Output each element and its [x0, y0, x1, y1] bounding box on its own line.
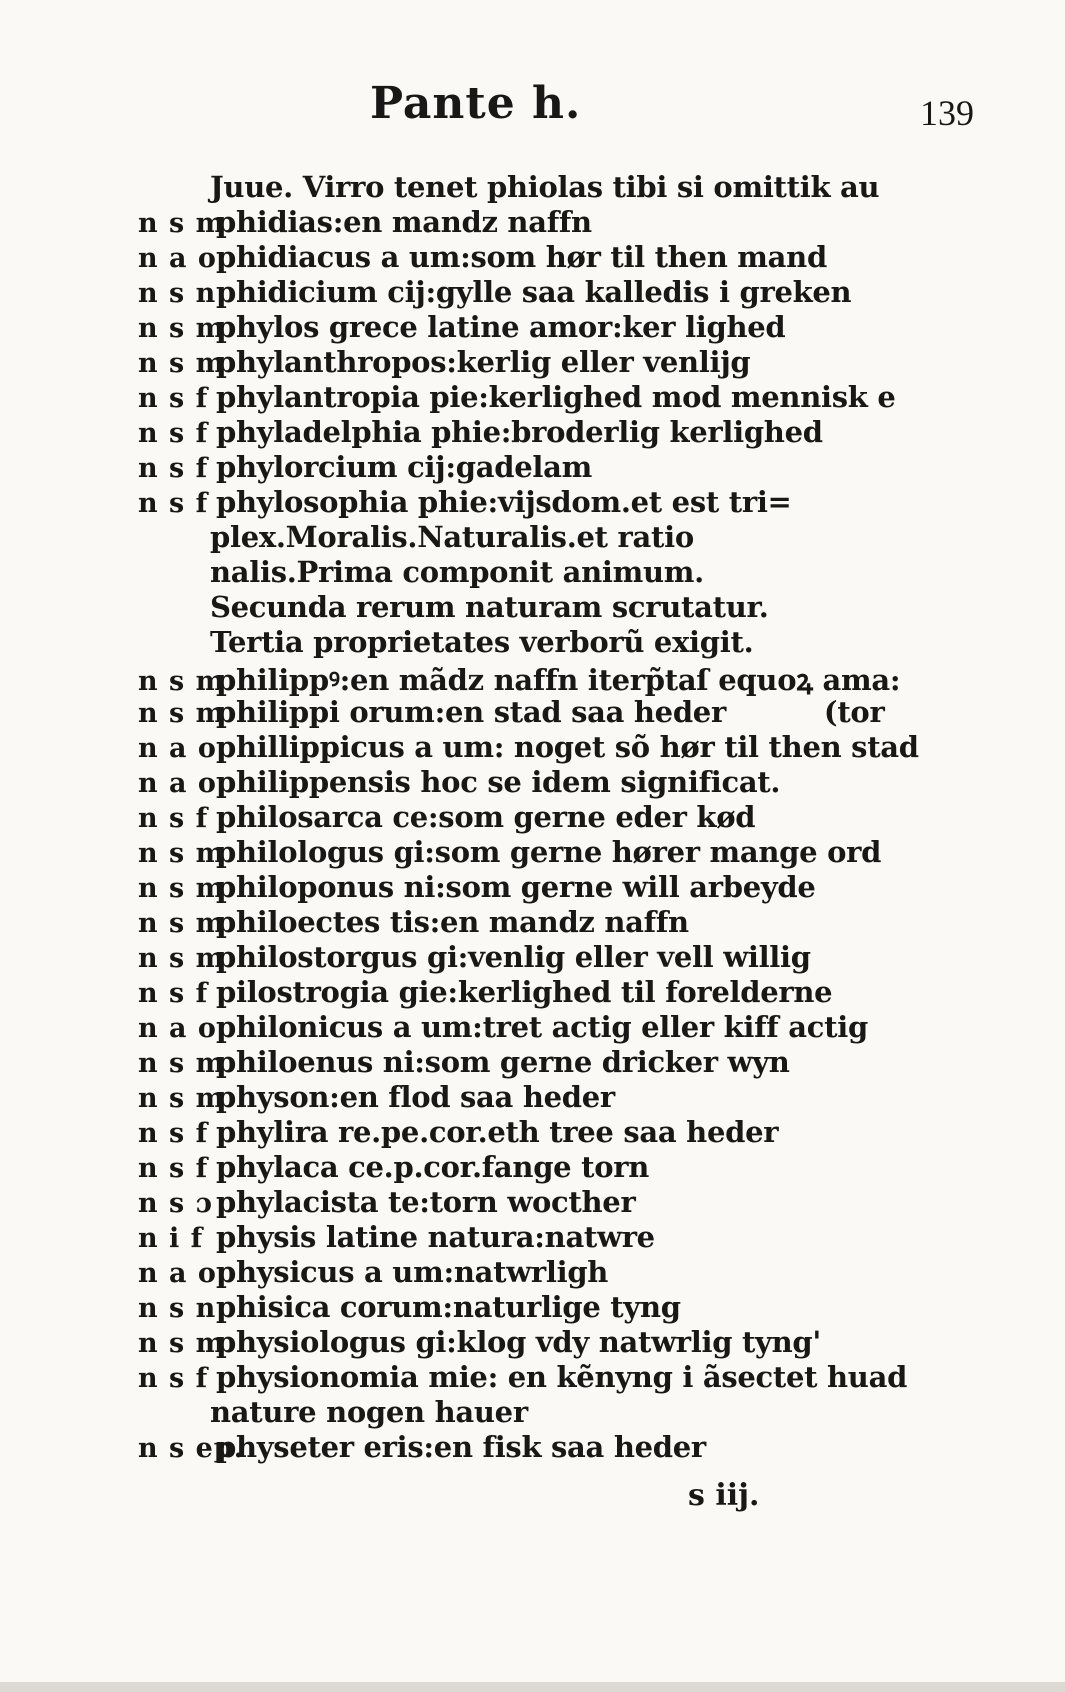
- dictionary-entry: [138, 170, 1018, 205]
- entry-grammar-code: n s m: [138, 838, 226, 869]
- entry-text: physionomia mie: en kẽnyng i ãsectet huad: [216, 1360, 908, 1394]
- entry-text: philonicus a um:tret actig eller kiff actig: [216, 1010, 868, 1044]
- entry-text: Tertia proprietates verborũ exigit.: [210, 625, 754, 659]
- dictionary-entry: [138, 800, 1018, 835]
- entry-text: philippensis hoc se idem significat.: [216, 765, 781, 799]
- entry-text: phyladelphia phie:broderlig kerlighed: [216, 415, 823, 449]
- entry-grammar-code: n s ɔ: [138, 1188, 214, 1219]
- entry-text: phylorcium cij:gadelam: [216, 450, 592, 484]
- entry-text: nature nogen hauer: [210, 1395, 528, 1429]
- entry-grammar-code: n s m: [138, 698, 226, 729]
- dictionary-entry: [138, 1115, 1018, 1150]
- entry-grammar-code: n s ep.: [138, 1433, 245, 1464]
- dictionary-entry: [138, 905, 1018, 940]
- dictionary-entry: [138, 765, 1018, 800]
- entry-text: phidicium cij:gylle saa kalledis i greken: [216, 275, 852, 309]
- entry-grammar-code: n a o: [138, 1013, 217, 1044]
- dictionary-entry-continuation: [138, 625, 1018, 660]
- entry-grammar-code: n s m: [138, 666, 226, 697]
- entry-grammar-code: n s f: [138, 488, 209, 519]
- entry-text: philoponus ni:som gerne will arbeyde: [216, 870, 816, 904]
- entry-text: phidias:en mandz naffn: [216, 205, 592, 239]
- entry-grammar-code: n s m: [138, 908, 226, 939]
- entry-text: phylacista te:torn wocther: [216, 1185, 636, 1219]
- entry-text: philippi orum:en stad saa heder (tor: [216, 695, 885, 729]
- entry-grammar-code: n s f: [138, 418, 209, 449]
- entry-grammar-code: n s f: [138, 1153, 209, 1184]
- entry-grammar-code: n s m: [138, 873, 226, 904]
- entry-text: phylanthropos:kerlig eller venlijg: [216, 345, 751, 379]
- entry-text: phisica corum:naturlige tyng: [216, 1290, 681, 1324]
- dictionary-entry: [138, 1430, 1018, 1465]
- dictionary-entry: [138, 380, 1018, 415]
- entry-text: physis latine natura:natwre: [216, 1220, 655, 1254]
- dictionary-entry: [138, 1010, 1018, 1045]
- entry-grammar-code: n s f: [138, 1363, 209, 1394]
- entry-text: phidiacus a um:som hør til then mand: [216, 240, 827, 274]
- dictionary-entry: [138, 415, 1018, 450]
- entry-text: phylos grece latine amor:ker lighed: [216, 310, 786, 344]
- entry-grammar-code: n s m: [138, 208, 226, 239]
- entry-text: philippꝰ:en mãdz naffn iterp̃taſ equoꝝ ama:: [216, 663, 901, 697]
- entry-grammar-code: n s f: [138, 978, 209, 1009]
- dictionary-entry: [138, 1290, 1018, 1325]
- entry-text: physiologus gi:klog vdy natwrlig tyng': [216, 1325, 821, 1359]
- entry-grammar-code: n s m: [138, 1048, 226, 1079]
- dictionary-entry: [138, 310, 1018, 345]
- dictionary-entry: [138, 345, 1018, 380]
- entry-text: physicus a um:natwrligh: [216, 1255, 609, 1289]
- dictionary-entry: [138, 870, 1018, 905]
- entry-text: philologus gi:som gerne hører mange ord: [216, 835, 882, 869]
- entry-text: phillippicus a um: noget sõ hør til then stad: [216, 730, 919, 764]
- page-number: 139: [920, 93, 974, 133]
- dictionary-entries: [138, 170, 1018, 1465]
- entry-grammar-code: n s f: [138, 453, 209, 484]
- dictionary-entry: [138, 730, 1018, 765]
- entry-text: Juue. Virro tenet phiolas tibi si omittik au: [210, 170, 880, 204]
- dictionary-entry-continuation: [138, 520, 1018, 555]
- dictionary-entry: [138, 1080, 1018, 1115]
- dictionary-entry: [138, 485, 1018, 520]
- entry-text: philoectes tis:en mandz naffn: [216, 905, 689, 939]
- dictionary-entry: [138, 940, 1018, 975]
- entry-text: Secunda rerum naturam scrutatur.: [210, 590, 769, 624]
- dictionary-entry-continuation: [138, 590, 1018, 625]
- dictionary-entry: [138, 975, 1018, 1010]
- entry-grammar-code: n a o: [138, 1258, 217, 1289]
- entry-grammar-code: n s m: [138, 313, 226, 344]
- entry-grammar-code: n s f: [138, 383, 209, 414]
- dictionary-entry: [138, 275, 1018, 310]
- dictionary-entry-continuation: [138, 555, 1018, 590]
- dictionary-entry: [138, 1220, 1018, 1255]
- entry-grammar-code: n a o: [138, 243, 217, 274]
- entry-text: philoenus ni:som gerne dricker wyn: [216, 1045, 790, 1079]
- signature-mark: s iij.: [688, 1478, 760, 1513]
- entry-grammar-code: n s m: [138, 1328, 226, 1359]
- dictionary-entry: [138, 695, 1018, 730]
- entry-grammar-code: n i f: [138, 1223, 204, 1254]
- entry-grammar-code: n s n: [138, 278, 217, 309]
- running-head-title: Pante h.: [370, 78, 582, 129]
- entry-grammar-code: n s f: [138, 803, 209, 834]
- dictionary-entry: [138, 1255, 1018, 1290]
- entry-grammar-code: n s m: [138, 348, 226, 379]
- entry-text: phylosophia phie:vijsdom.et est tri=: [216, 485, 792, 519]
- dictionary-entry: [138, 1360, 1018, 1395]
- entry-grammar-code: n a o: [138, 733, 217, 764]
- entry-grammar-code: n s m: [138, 943, 226, 974]
- entry-grammar-code: n s n: [138, 1293, 217, 1324]
- entry-text: nalis.Prima componit animum.: [210, 555, 704, 589]
- entry-text: philostorgus gi:venlig eller vell willig: [216, 940, 811, 974]
- entry-text: pilostrogia gie:kerlighed til forelderne: [216, 975, 833, 1009]
- dictionary-entry: [138, 1325, 1018, 1360]
- entry-text: physon:en flod saa heder: [216, 1080, 615, 1114]
- dictionary-entry: [138, 835, 1018, 870]
- dictionary-entry: [138, 450, 1018, 485]
- entry-grammar-code: n a o: [138, 768, 217, 799]
- entry-grammar-code: n s f: [138, 1118, 209, 1149]
- entry-text: phylaca ce.p.cor.fange torn: [216, 1150, 650, 1184]
- entry-text: physeter eris:en fisk saa heder: [216, 1430, 706, 1464]
- dictionary-entry-continuation: [138, 1395, 1018, 1430]
- entry-text: phylantropia pie:kerlighed mod mennisk e: [216, 380, 896, 414]
- dictionary-entry: [138, 1045, 1018, 1080]
- dictionary-entry: [138, 660, 1018, 695]
- entry-text: phylira re.pe.cor.eth tree saa heder: [216, 1115, 779, 1149]
- entry-grammar-code: n s m: [138, 1083, 226, 1114]
- dictionary-entry: [138, 1185, 1018, 1220]
- dictionary-entry: [138, 205, 1018, 240]
- page-bottom-edge: [0, 1682, 1065, 1692]
- entry-text: philosarca ce:som gerne eder kød: [216, 800, 756, 834]
- dictionary-entry: [138, 240, 1018, 275]
- entry-text: plex.Moralis.Naturalis.et ratio: [210, 520, 694, 554]
- dictionary-entry: [138, 1150, 1018, 1185]
